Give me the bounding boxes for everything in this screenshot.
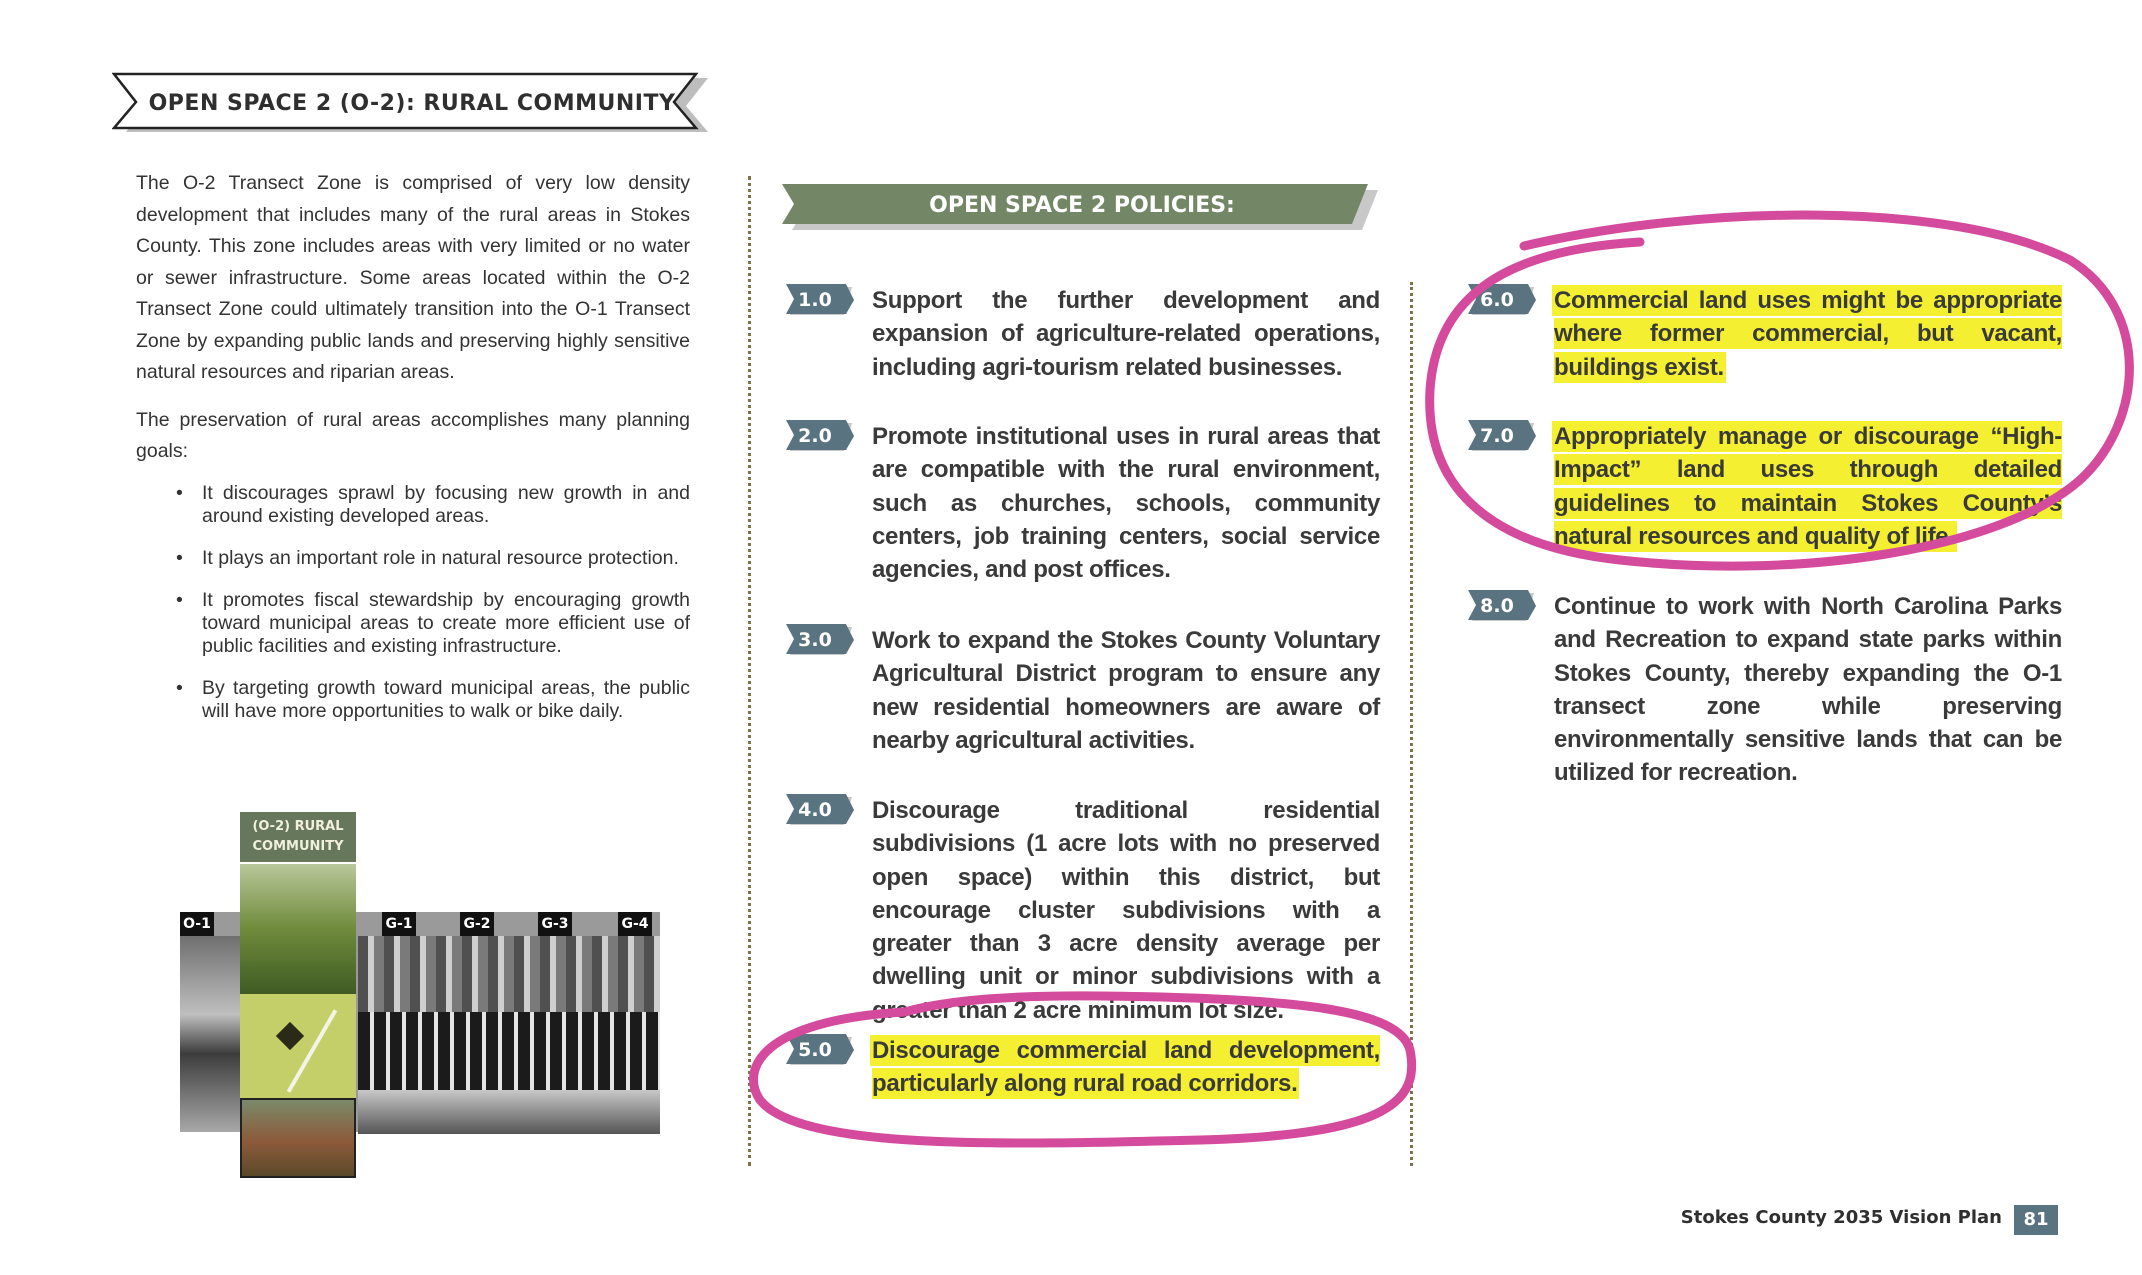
transect-tag-g3: G-3 [538, 912, 572, 936]
policy-text: Work to expand the Stokes County Voluntary Agricultural District program to ensure any new residential homeowners are aware of nearby agricultural activities. [872, 627, 1380, 754]
policy-text: Support the further development and expansion of agriculture-related operations, including agri-tourism related businesses. [872, 287, 1380, 381]
policy-number-badge: 4.0 [786, 794, 856, 826]
list-item: • It promotes fiscal stewardship by encouraging growth toward municipal areas to create more efficient use of public facilities and existing infrastructure. [176, 589, 690, 658]
list-item: • It plays an important role in natural resource protection. [176, 547, 690, 570]
transect-tag-g1: G-1 [382, 912, 416, 936]
policy-text-highlighted: Appropriately manage or discourage “High-Impact” land uses through detailed guidelines to maintain Stokes County’s natural resources and quality of life. [1554, 423, 2062, 550]
intro-paragraph-2: The preservation of rural areas accomplishes many planning goals: [136, 408, 690, 462]
page-number: 81 [2014, 1205, 2058, 1235]
policy-number-badge: 3.0 [786, 624, 856, 656]
policy-number-badge: 8.0 [1468, 590, 1538, 622]
footer-document-title: Stokes County 2035 Vision Plan [1680, 1207, 2002, 1228]
list-item: • By targeting growth toward municipal areas, the public will have more opportunities to walk or bike daily. [176, 677, 690, 723]
transect-label: (O-2) RURAL COMMUNITY [240, 812, 356, 862]
policy-text: Promote institutional uses in rural areas that are compatible with the rural environment, such as churches, schools, community centers, job training centers, social service agencies, and post offices. [872, 423, 1380, 584]
policy-number-badge: 1.0 [786, 284, 856, 316]
policy-text-highlighted: Commercial land uses might be appropriate where former commercial, but vacant, buildings exist. [1554, 287, 2062, 381]
policy-number-badge: 7.0 [1468, 420, 1538, 452]
transect-tag-g4: G-4 [618, 912, 652, 936]
policies-banner-title: OPEN SPACE 2 POLICIES: [929, 192, 1235, 218]
annotation-circle-policies-6-7 [1430, 215, 2130, 566]
policy-text-highlighted: Discourage commercial land development, particularly along rural road corridors. [872, 1037, 1380, 1098]
transect-tag-o1: O-1 [180, 912, 214, 936]
policy-number-badge: 5.0 [786, 1034, 856, 1066]
policy-text: Discourage traditional residential subdivisions (1 acre lots with no preserved open space) within this district, but encourage cluster subdivisions with a greater than 3 acre density average per dwelling unit or minor subdivisions with a greater than 2 acre minimum lot size. [872, 797, 1380, 1024]
policy-number-badge: 2.0 [786, 420, 856, 452]
policy-number-badge: 6.0 [1468, 284, 1538, 316]
intro-paragraph-1: The O-2 Transect Zone is comprised of very low density development that includes many of the rural areas in Stokes County. This zone includes areas with very limited or no water or sewer infrastructure. Some areas located within the O-2 Transect Zone could ultimately transition into the O-1 Transect Zone by expanding public lands and preserving highly sensitive natural resources and riparian areas. [136, 172, 690, 383]
list-item: • It discourages sprawl by focusing new growth in and around existing developed areas. [176, 482, 690, 528]
policy-text: Continue to work with North Carolina Parks and Recreation to expand state parks within Stokes County, thereby expanding the O-1 transect zone while preserving environmentally sensitive lands that can be utilized for recreation. [1554, 593, 2062, 787]
transect-tag-g2: G-2 [460, 912, 494, 936]
section-title: OPEN SPACE 2 (O-2): RURAL COMMUNITY [148, 90, 676, 116]
annotation-circle-policy-5 [753, 996, 1411, 1143]
